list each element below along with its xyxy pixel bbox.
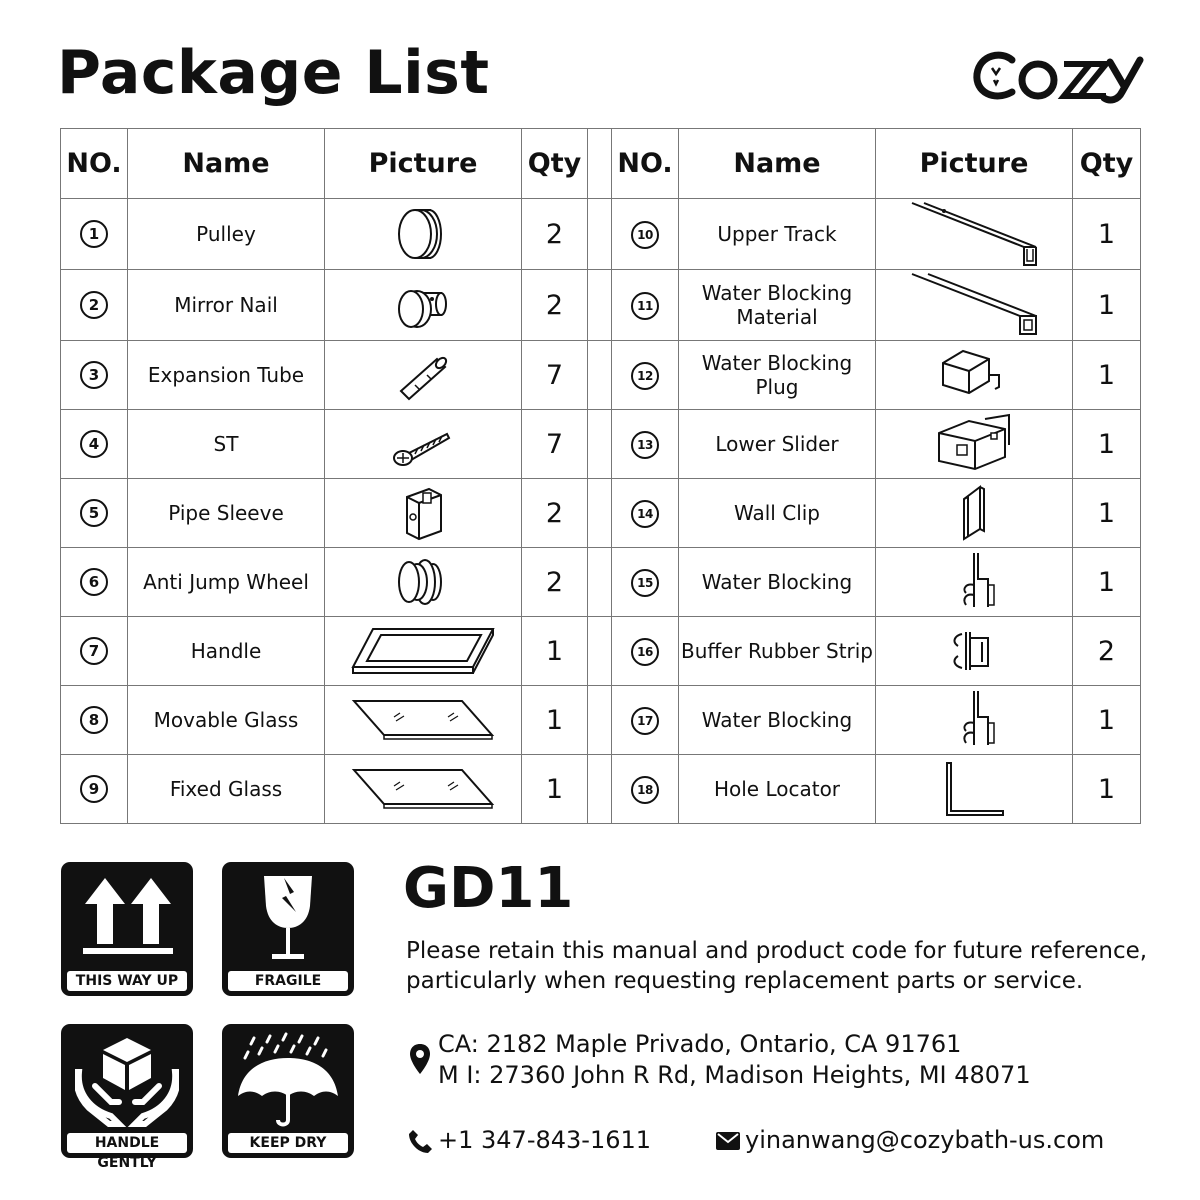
- item-name: Upper Track: [679, 199, 876, 270]
- item-number-badge: 2: [80, 291, 108, 319]
- screw-icon: [325, 414, 521, 474]
- item-name: Handle: [128, 617, 325, 686]
- item-number-badge: 16: [631, 638, 659, 666]
- item-picture: [876, 617, 1073, 686]
- item-name: Hole Locator: [679, 755, 876, 824]
- table-row: [61, 270, 1141, 341]
- package-table: [60, 128, 1141, 824]
- address-ca: CA: 2182 Maple Privado, Ontario, CA 91761: [438, 1030, 962, 1058]
- buffer-strip-icon: [876, 626, 1072, 676]
- item-number-badge: 15: [631, 569, 659, 597]
- glass-panel-icon: [325, 695, 521, 745]
- item-name: Pulley: [128, 199, 325, 270]
- sign-handle-gently: [61, 1024, 193, 1171]
- item-name: Water Blocking: [679, 548, 876, 617]
- item-number-badge: 17: [631, 707, 659, 735]
- item-qty: 1: [1073, 270, 1141, 341]
- item-picture: [325, 617, 522, 686]
- table-row: [61, 617, 1141, 686]
- column-header: Picture: [876, 129, 1073, 199]
- lower-slider-icon: [876, 411, 1072, 477]
- item-picture: [876, 341, 1073, 410]
- item-number-badge: 12: [631, 362, 659, 390]
- table-row: [61, 548, 1141, 617]
- table-gap: [588, 479, 612, 548]
- item-name: Buffer Rubber Strip: [679, 617, 876, 686]
- item-number-badge: 10: [631, 221, 659, 249]
- table-gap: [588, 755, 612, 824]
- item-picture: [876, 199, 1073, 270]
- address-mi: M I: 27360 John R Rd, Madison Heights, MI 48071: [438, 1061, 1031, 1089]
- item-number-badge: 6: [80, 568, 108, 596]
- item-number: [612, 617, 679, 686]
- arrows-up-icon: [83, 874, 173, 956]
- item-number: [612, 479, 679, 548]
- item-number-badge: 18: [631, 776, 659, 804]
- item-qty: 1: [1073, 686, 1141, 755]
- table-gap: [588, 341, 612, 410]
- item-qty: 2: [1073, 617, 1141, 686]
- address-block: [438, 1029, 1031, 1091]
- item-number-badge: 14: [631, 500, 659, 528]
- square-tube-icon: [876, 270, 1072, 340]
- table-gap: [588, 270, 612, 341]
- item-name: Mirror Nail: [128, 270, 325, 341]
- item-qty: 7: [522, 341, 588, 410]
- table-gap: [588, 129, 612, 199]
- item-name: Wall Clip: [679, 479, 876, 548]
- hole-locator-icon: [876, 759, 1072, 819]
- item-number: [612, 548, 679, 617]
- item-number: [61, 479, 128, 548]
- item-name: Water Blocking Plug: [679, 341, 876, 410]
- item-picture: [876, 410, 1073, 479]
- item-number-badge: 4: [80, 430, 108, 458]
- item-qty: 1: [1073, 548, 1141, 617]
- page-title: Package List: [57, 38, 490, 108]
- column-header: Qty: [522, 129, 588, 199]
- item-qty: 1: [1073, 341, 1141, 410]
- item-qty: 2: [522, 548, 588, 617]
- wall-clip-icon: [876, 483, 1072, 543]
- table-gap: [588, 410, 612, 479]
- hands-box-icon: [75, 1032, 179, 1130]
- item-qty: 1: [1073, 410, 1141, 479]
- location-pin-icon: [408, 1042, 432, 1076]
- brand-logo: [972, 46, 1144, 110]
- glass-panel-icon: [325, 764, 521, 814]
- item-number-badge: 9: [80, 775, 108, 803]
- item-picture: [876, 686, 1073, 755]
- item-qty: 1: [522, 686, 588, 755]
- item-picture: [325, 686, 522, 755]
- item-qty: 7: [522, 410, 588, 479]
- column-header: Qty: [1073, 129, 1141, 199]
- pipe-sleeve-icon: [325, 483, 521, 543]
- retention-note: Please retain this manual and product code for future reference, particularly when requesting replacement parts or service.: [406, 938, 1148, 994]
- item-number: [61, 755, 128, 824]
- expansion-tube-icon: [325, 345, 521, 405]
- umbrella-rain-icon: [234, 1032, 342, 1130]
- item-qty: 2: [522, 199, 588, 270]
- item-number: [61, 686, 128, 755]
- seal-strip-icon: [876, 549, 1072, 615]
- item-number: [612, 341, 679, 410]
- plug-icon: [876, 345, 1072, 405]
- item-number-badge: 8: [80, 706, 108, 734]
- item-picture: [876, 479, 1073, 548]
- column-header: NO.: [61, 129, 128, 199]
- item-name: Expansion Tube: [128, 341, 325, 410]
- item-name: Movable Glass: [128, 686, 325, 755]
- table-row: [61, 199, 1141, 270]
- item-qty: 2: [522, 479, 588, 548]
- table-row: [61, 755, 1141, 824]
- item-qty: 1: [1073, 755, 1141, 824]
- item-qty: 1: [1073, 199, 1141, 270]
- item-number-badge: 1: [80, 220, 108, 248]
- item-name: Lower Slider: [679, 410, 876, 479]
- table-row: [61, 410, 1141, 479]
- sign-this-way-up: [61, 862, 193, 996]
- table-gap: [588, 617, 612, 686]
- column-header: NO.: [612, 129, 679, 199]
- item-picture: [325, 270, 522, 341]
- mirror-nail-icon: [325, 275, 521, 335]
- table-gap: [588, 686, 612, 755]
- table-gap: [588, 199, 612, 270]
- product-code: GD11: [403, 856, 574, 921]
- item-picture: [325, 755, 522, 824]
- broken-glass-icon: [258, 872, 318, 964]
- item-name: Fixed Glass: [128, 755, 325, 824]
- item-qty: 1: [522, 755, 588, 824]
- table-header-row: [61, 129, 1141, 199]
- seal-strip-icon: [876, 687, 1072, 753]
- envelope-icon: [716, 1132, 740, 1150]
- item-number: [61, 270, 128, 341]
- phone-icon: [407, 1128, 433, 1154]
- item-number: [61, 410, 128, 479]
- sign-label: FRAGILE: [228, 971, 348, 991]
- column-header: Name: [679, 129, 876, 199]
- item-picture: [876, 548, 1073, 617]
- item-name: ST: [128, 410, 325, 479]
- item-qty: 1: [1073, 479, 1141, 548]
- table-gap: [588, 548, 612, 617]
- item-number-badge: 3: [80, 361, 108, 389]
- item-number: [612, 270, 679, 341]
- anti-jump-wheel-icon: [325, 552, 521, 612]
- item-name: Water Blocking Material: [679, 270, 876, 341]
- item-number-badge: 11: [631, 292, 659, 320]
- track-icon: [876, 199, 1072, 269]
- item-number: [612, 199, 679, 270]
- column-header: Picture: [325, 129, 522, 199]
- item-number: [612, 755, 679, 824]
- pulley-icon: [325, 204, 521, 264]
- table-row: [61, 686, 1141, 755]
- item-name: Water Blocking: [679, 686, 876, 755]
- item-number: [61, 341, 128, 410]
- item-picture: [325, 410, 522, 479]
- item-qty: 2: [522, 270, 588, 341]
- handle-icon: [325, 621, 521, 681]
- table-row: [61, 479, 1141, 548]
- sign-label: HANDLE GENTLY: [67, 1133, 187, 1153]
- item-number: [612, 410, 679, 479]
- item-picture: [325, 341, 522, 410]
- item-picture: [876, 755, 1073, 824]
- column-header: Name: [128, 129, 325, 199]
- table-row: [61, 341, 1141, 410]
- phone-number[interactable]: +1 347-843-1611: [438, 1126, 652, 1154]
- item-picture: [325, 548, 522, 617]
- item-number-badge: 7: [80, 637, 108, 665]
- item-name: Anti Jump Wheel: [128, 548, 325, 617]
- item-qty: 1: [522, 617, 588, 686]
- item-picture: [325, 479, 522, 548]
- item-number: [612, 686, 679, 755]
- item-picture: [325, 199, 522, 270]
- item-number: [61, 199, 128, 270]
- sign-label: KEEP DRY: [228, 1133, 348, 1153]
- item-number-badge: 13: [631, 431, 659, 459]
- item-number-badge: 5: [80, 499, 108, 527]
- sign-keep-dry: [222, 1024, 354, 1158]
- email-address[interactable]: yinanwang@cozybath-us.com: [745, 1126, 1105, 1154]
- item-picture: [876, 270, 1073, 341]
- sign-fragile: [222, 862, 354, 996]
- item-name: Pipe Sleeve: [128, 479, 325, 548]
- item-number: [61, 548, 128, 617]
- item-number: [61, 617, 128, 686]
- sign-label: THIS WAY UP: [67, 971, 187, 991]
